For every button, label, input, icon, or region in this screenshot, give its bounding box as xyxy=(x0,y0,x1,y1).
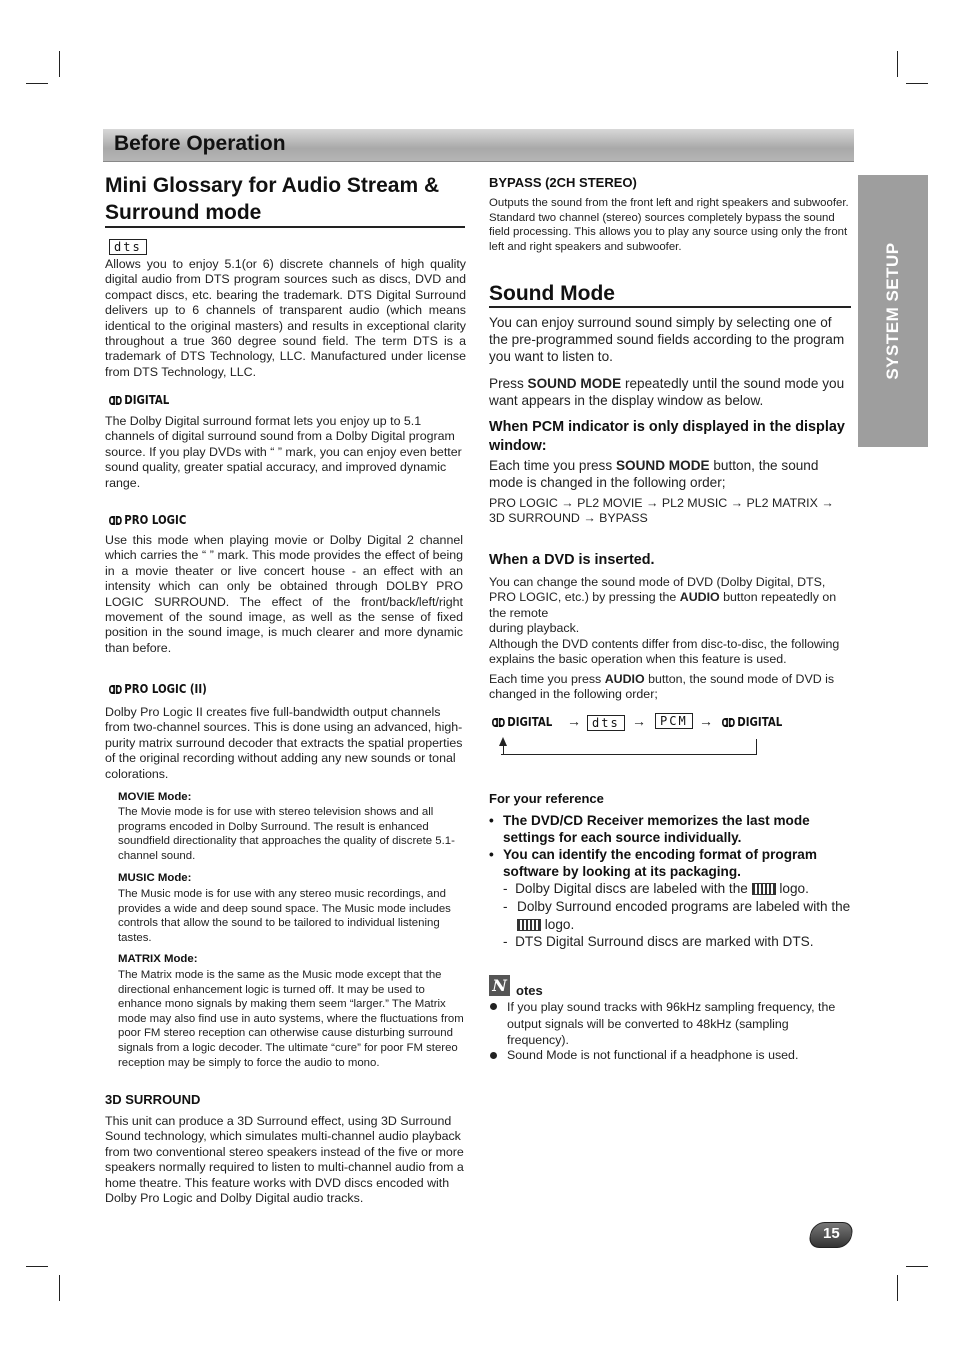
crop-mark xyxy=(897,51,898,77)
crop-mark xyxy=(906,83,928,84)
reference-bullet-1: • The DVD/CD Receiver memorizes the last mode settings for each source individually. xyxy=(489,813,810,845)
dvd-description-2: during playback. xyxy=(489,621,580,635)
page-number: 15 xyxy=(822,1225,840,1242)
dolby-digital-mark-icon xyxy=(752,883,776,895)
sequence-arrow: → xyxy=(699,713,713,729)
glossary-title: Mini Glossary for Audio Stream & Surround mode xyxy=(105,172,465,228)
crop-mark xyxy=(26,83,48,84)
reference-dash-2: - Dolby Surround encoded programs are labeled with the logo. xyxy=(503,899,851,932)
pcm-heading: When PCM indicator is only displayed in the display window: xyxy=(489,419,845,454)
dvd-mode-sequence xyxy=(489,713,851,733)
movie-mode-title: MOVIE Mode: xyxy=(118,791,192,803)
side-tab xyxy=(858,175,928,447)
dvd-description-1: You can change the sound mode of DVD (Dolby Digital, DTS, PRO LOGIC, etc.) by pressing the AUDIO button repeatedly on the remote xyxy=(489,575,837,620)
loop-line xyxy=(501,754,757,755)
matrix-mode-title: MATRIX Mode: xyxy=(118,953,198,965)
loop-line xyxy=(503,742,504,754)
dvd-heading: When a DVD is inserted. xyxy=(489,552,655,568)
bypass-description: Outputs the sound from the front left and right speakers and subwoofer. Standard two channel (stereo) sources completely bypass the sound field processing. This allows you to play any source using only the front left and right speakers and subwoofer. xyxy=(489,197,849,253)
notes-icon: N xyxy=(489,975,510,996)
pro-logic-description: Use this mode when playing movie or Dolby Digital 2 channel which carries the “ ” mark. This mode provides the effect of being in a movie theater or live concert house - an effect with an intensity which can only be obtained through DOLBY PRO LOGIC SURROUND. The effect of the front/back/left/right movement of the sound image, as well as the sense of fixed position in the sound image, is much clearer and more dynamic than before. xyxy=(105,533,463,655)
page-number-badge xyxy=(807,1222,855,1248)
matrix-mode-description: The Matrix mode is the same as the Music mode except that the directional enhancement logic is turned off. It may be used to enhance mono signals by making them seem “larger.” The Matrix mode may also find use in auto systems, where the fluctuations from poor FM stereo reception can otherwise cause disturbing surround signals from a logic decoder. The ultimate “cure” for poor FM stereo reception may be simply to force the audio to mono. xyxy=(118,969,464,1069)
dolby-digital-description: The Dolby Digital surround format lets you enjoy up to 5.1 channels of digital surround sound from a Dolby Digital program source. If you play DVDs with “ ” mark, you can enjoy even better sound quality, greater spatial accuracy, and improved dynamic range. xyxy=(105,414,462,490)
seq-dolby-digital-logo: DIGITAL xyxy=(722,715,782,729)
reference-dash-1: - Dolby Digital discs are labeled with the logo. xyxy=(503,881,809,896)
sound-mode-intro: You can enjoy surround sound simply by selecting one of the pre-programmed sound fields according to the program you want to listen to. xyxy=(489,315,845,364)
music-mode-description: The Music mode is for use with any stereo music recordings, and provides a wide and deep sound space. The Music mode includes controls that allow the sound to be tailored to individual listening tastes. xyxy=(118,888,451,944)
surround-3d-title: 3D SURROUND xyxy=(105,1092,201,1107)
dvd-description-4: Each time you press AUDIO button, the sound mode of DVD is changed in the following order; xyxy=(489,672,835,702)
double-d-icon xyxy=(109,685,122,694)
dts-description: Allows you to enjoy 5.1(or 6) discrete channels of high quality digital audio from DTS program sources such as discs, DVD and compact discs, etc. bearing the trademark. DTS Digital Surround delivers up to 6 channels of transparent audio (which means identical to the original masters) and results in exceptional clarity throughout a true 360 degree sound field. The term DTS is a trademark of DTS Technology, LLC. Manufactured under license from DTS Technology, LLC. xyxy=(105,257,466,379)
crop-mark xyxy=(59,1275,60,1301)
bypass-title: BYPASS (2CH STEREO) xyxy=(489,175,637,190)
dvd-description-3: Although the DVD contents differ from disc-to-disc, the following explains the basic operation when this feature is used. xyxy=(489,637,840,667)
reference-dash-3: - DTS Digital Surround discs are marked with DTS. xyxy=(503,934,814,949)
double-d-icon xyxy=(492,718,505,727)
surround-3d-description: This unit can produce a 3D Surround effect, using 3D Surround Sound technology, which simulates multi-channel audio playback from two conventional stereo speakers instead of the five or more speakers normally required to listen to multi-channel audio from a home theatre. This feature works with DVD discs encoded with Dolby Pro Logic and Dolby Digital audio tracks. xyxy=(105,1114,464,1206)
movie-mode-description: The Movie mode is for use with stereo television shows and all programs encoded in Dolby Surround. The result is enhanced soundfield directionality that approaches the quality of discrete 5.1-channel sound. xyxy=(118,806,455,862)
sound-mode-instruction: Press SOUND MODE repeatedly until the sound mode you want appears in the display window as below. xyxy=(489,376,845,408)
reference-title: For your reference xyxy=(489,791,604,806)
pro-logic-2-logo: PRO LOGIC (II) xyxy=(109,682,207,696)
reference-bullet-2: • You can identify the encoding format of program software by looking at its packaging. xyxy=(489,847,817,879)
page-title: Before Operation xyxy=(114,132,286,155)
seq-dolby-digital-logo: DIGITAL xyxy=(492,715,552,729)
crop-mark xyxy=(906,1266,928,1267)
double-d-icon xyxy=(109,516,122,525)
side-tab-label: SYSTEM SETUP xyxy=(883,242,902,380)
double-d-icon xyxy=(109,396,122,405)
pcm-sequence: PRO LOGIC → PL2 MOVIE → PL2 MUSIC → PL2 MATRIX → 3D SURROUND → BYPASS xyxy=(489,496,834,526)
dolby-digital-logo: DIGITAL xyxy=(109,393,169,407)
music-mode-title: MUSIC Mode: xyxy=(118,872,192,884)
pro-logic-2-description: Dolby Pro Logic II creates five full-bandwidth output channels from two-channel sources. This is done using an advanced, high-purity matrix surround decoder that extracts the spatial properties of the original recording without adding any new sounds or tonal colorations. xyxy=(105,705,463,781)
dolby-surround-mark-icon xyxy=(517,919,541,931)
double-d-icon xyxy=(722,718,735,727)
sequence-arrow: → xyxy=(567,713,581,729)
section-header-bar xyxy=(103,129,854,162)
crop-mark xyxy=(897,1275,898,1301)
loop-line xyxy=(756,739,757,755)
pro-logic-logo: PRO LOGIC xyxy=(109,513,186,527)
note-2: Sound Mode is not functional if a headphone is used. xyxy=(507,1048,799,1062)
bullet-icon xyxy=(490,1003,497,1010)
sound-mode-title: Sound Mode xyxy=(489,281,851,308)
dts-logo: dts xyxy=(109,239,147,255)
pcm-description: Each time you press SOUND MODE button, the sound mode is changed in the following order; xyxy=(489,458,819,490)
sequence-arrow: → xyxy=(632,713,646,729)
note-1: If you play sound tracks with 96kHz sampling frequency, the output signals will be converted to 48kHz (sampling frequency). xyxy=(507,1000,836,1047)
bullet-icon xyxy=(490,1052,497,1059)
crop-mark xyxy=(26,1266,48,1267)
seq-dts-logo: dts xyxy=(587,715,625,731)
seq-pcm-logo: PCM xyxy=(655,713,693,729)
notes-label: otes xyxy=(516,983,543,998)
crop-mark xyxy=(59,51,60,77)
